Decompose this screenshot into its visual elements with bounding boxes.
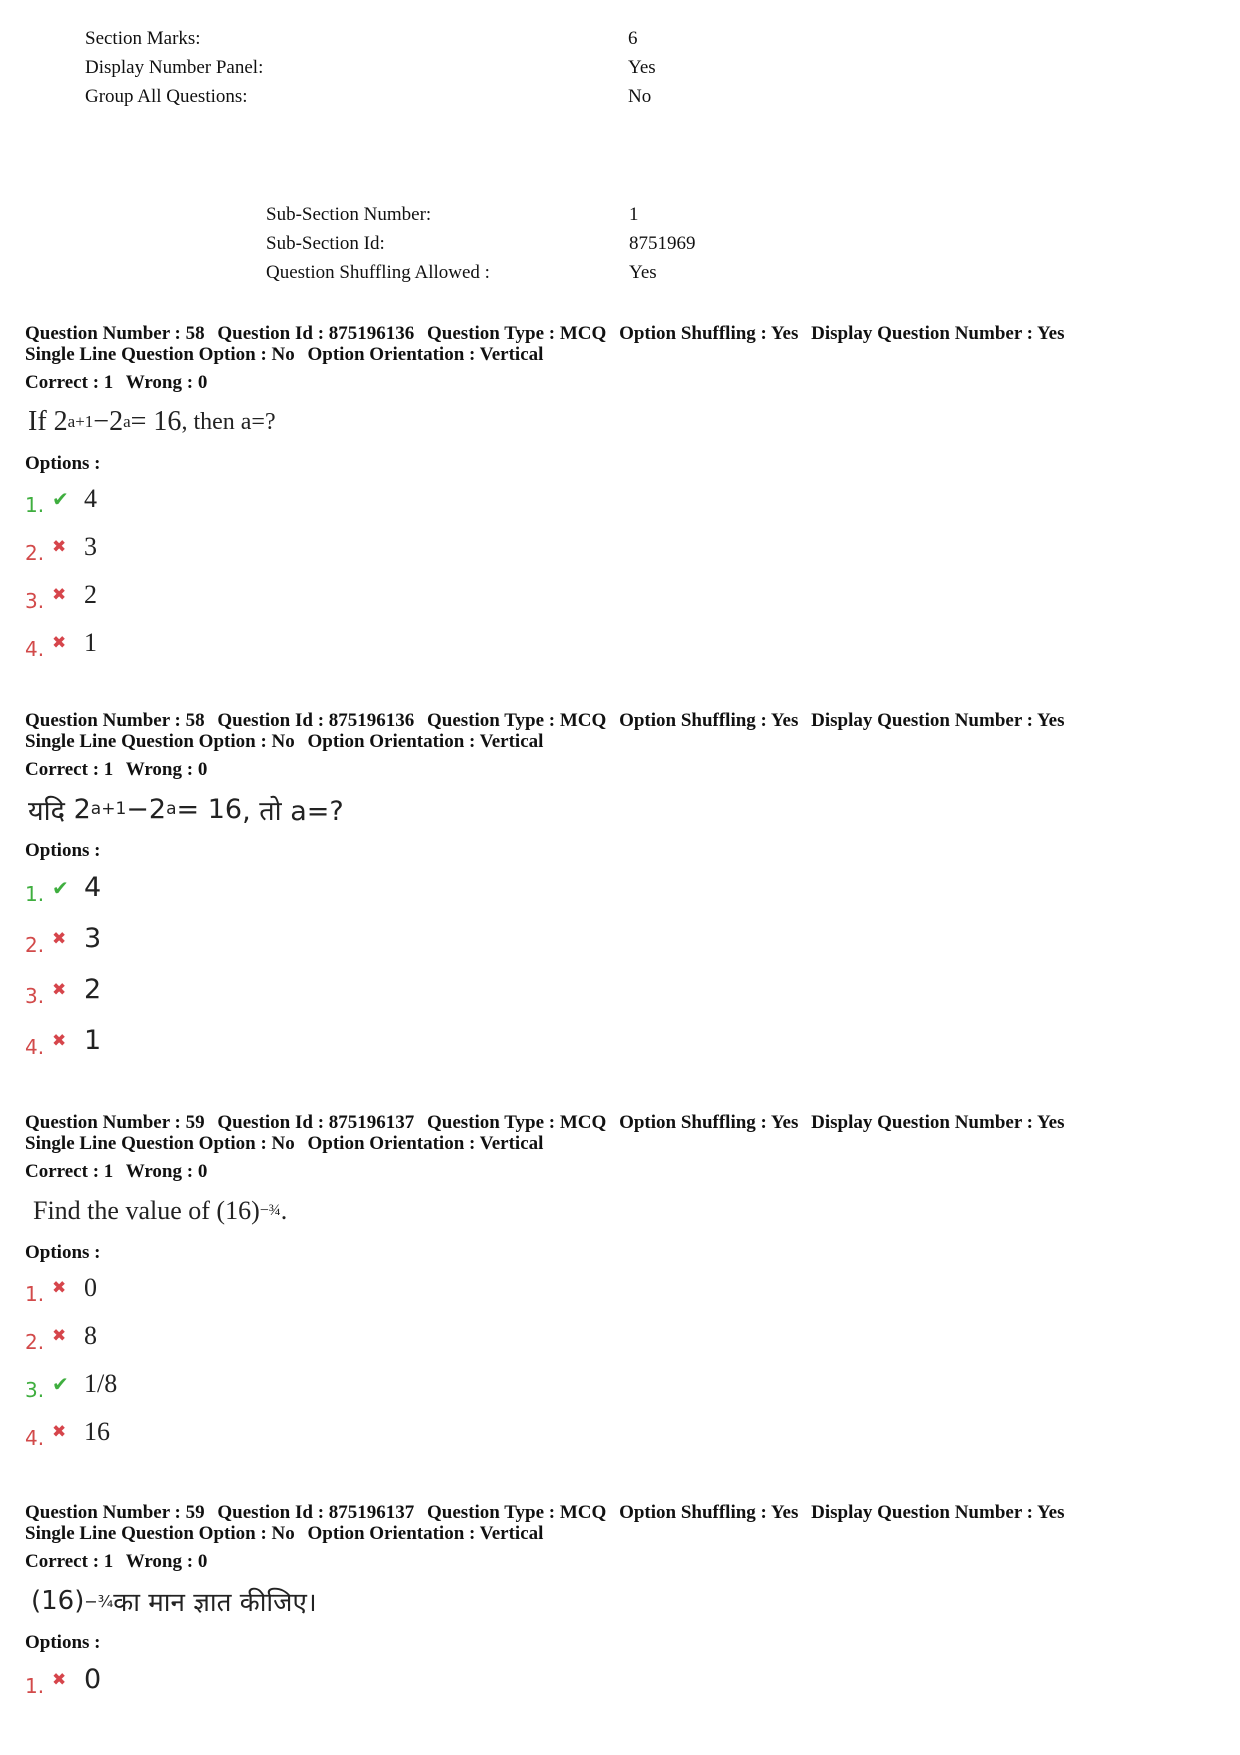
question-type: Question Type : MCQ — [427, 323, 607, 344]
option-number: 3. — [25, 983, 45, 1008]
option-number: 4. — [25, 1426, 45, 1450]
correct-marks: Correct : 1 — [25, 372, 114, 393]
cross-icon: ✖ — [52, 537, 67, 557]
option-value: 3 — [84, 923, 102, 954]
meta-label: Group All Questions: — [85, 86, 248, 107]
question-type: Question Type : MCQ — [427, 710, 607, 731]
question-prefix: Find the value of (16) — [33, 1196, 260, 1225]
option-row — [25, 523, 1215, 571]
question-score — [25, 372, 1215, 393]
equation-base: 2 — [73, 793, 91, 825]
question-prefix: If — [28, 406, 47, 437]
option-number: 3. — [25, 589, 45, 613]
question-score — [25, 759, 1215, 780]
display-question-number: Display Question Number : Yes — [811, 323, 1065, 344]
wrong-marks: Wrong : 0 — [125, 1161, 208, 1182]
meta-value: 6 — [628, 28, 638, 49]
meta-value: No — [628, 86, 652, 107]
question-block — [25, 1502, 1215, 1705]
option-row — [25, 1360, 1215, 1408]
wrong-marks: Wrong : 0 — [125, 1551, 208, 1572]
option-value: 0 — [84, 1664, 102, 1695]
equation-base: 2 — [53, 406, 68, 437]
question-type: Question Type : MCQ — [427, 1112, 607, 1133]
option-shuffling: Option Shuffling : Yes — [619, 1112, 799, 1133]
cross-icon: ✖ — [52, 1669, 67, 1690]
option-value: 1 — [84, 1025, 102, 1056]
equation-rest: = 16 — [176, 793, 243, 825]
question-suffix: , तो a=? — [242, 795, 344, 827]
question-header — [25, 1502, 1215, 1523]
check-icon: ✔ — [52, 487, 69, 511]
options-label: Options : — [25, 1242, 101, 1263]
option-orientation: Option Orientation : Vertical — [307, 344, 544, 365]
option-row — [25, 1312, 1215, 1360]
meta-label: Question Shuffling Allowed : — [266, 262, 490, 283]
option-row — [25, 475, 1215, 523]
option-row — [25, 1015, 1215, 1066]
option-row — [25, 964, 1215, 1015]
question-text — [25, 786, 1215, 832]
meta-label: Sub-Section Number: — [266, 204, 432, 225]
options-label: Options : — [25, 840, 101, 861]
option-value: 1 — [84, 628, 97, 657]
question-number: Question Number : 58 — [25, 323, 205, 344]
question-id: Question Id : 875196136 — [217, 323, 415, 344]
question-text — [25, 1188, 1215, 1234]
equation-rest: = 16 — [130, 406, 182, 437]
meta-value: 8751969 — [629, 233, 696, 254]
option-value: 3 — [84, 532, 97, 561]
question-suffix: का मान ज्ञात कीजिए। — [113, 1588, 317, 1618]
option-value: 4 — [84, 872, 102, 903]
meta-label: Sub-Section Id: — [266, 233, 385, 254]
option-row — [25, 619, 1215, 667]
wrong-marks: Wrong : 0 — [125, 759, 208, 780]
option-orientation: Option Orientation : Vertical — [307, 1523, 544, 1544]
question-id: Question Id : 875196137 — [217, 1112, 415, 1133]
equation-minus: − — [126, 793, 149, 825]
question-header-line2 — [25, 1523, 1215, 1544]
option-value: 8 — [84, 1321, 97, 1350]
question-score — [25, 1161, 1215, 1182]
display-question-number: Display Question Number : Yes — [811, 1502, 1065, 1523]
question-id: Question Id : 875196137 — [217, 1502, 415, 1523]
cross-icon: ✖ — [52, 1030, 67, 1051]
single-line-option: Single Line Question Option : No — [25, 731, 295, 752]
option-number: 2. — [25, 932, 45, 957]
cross-icon: ✖ — [52, 633, 67, 653]
option-number: 2. — [25, 541, 45, 565]
option-number: 4. — [25, 637, 45, 661]
question-header-line2 — [25, 1133, 1215, 1154]
display-question-number: Display Question Number : Yes — [811, 710, 1065, 731]
question-block — [25, 710, 1215, 1066]
meta-value: Yes — [628, 57, 656, 78]
meta-label: Display Number Panel: — [85, 57, 264, 78]
option-value: 0 — [84, 1273, 97, 1302]
option-value: 2 — [84, 974, 102, 1005]
question-number: Question Number : 59 — [25, 1502, 205, 1523]
cross-icon: ✖ — [52, 1422, 67, 1442]
question-number: Question Number : 58 — [25, 710, 205, 731]
meta-label: Section Marks: — [85, 28, 201, 49]
option-value: 1/8 — [84, 1369, 118, 1398]
option-row — [25, 862, 1215, 913]
options-label: Options : — [25, 453, 101, 474]
equation-minus: − — [93, 406, 110, 437]
correct-marks: Correct : 1 — [25, 759, 114, 780]
question-prefix: यदि — [28, 795, 65, 827]
question-block — [25, 323, 1215, 667]
single-line-option: Single Line Question Option : No — [25, 1523, 295, 1544]
cross-icon: ✖ — [52, 585, 67, 605]
question-score — [25, 1551, 1215, 1572]
correct-marks: Correct : 1 — [25, 1551, 114, 1572]
cross-icon: ✖ — [52, 1326, 67, 1346]
option-shuffling: Option Shuffling : Yes — [619, 1502, 799, 1523]
option-orientation: Option Orientation : Vertical — [307, 731, 544, 752]
option-row — [25, 913, 1215, 964]
check-icon: ✔ — [52, 875, 69, 900]
cross-icon: ✖ — [52, 979, 67, 1000]
check-icon: ✔ — [52, 1372, 69, 1396]
question-header — [25, 710, 1215, 731]
correct-marks: Correct : 1 — [25, 1161, 114, 1182]
cross-icon: ✖ — [52, 1278, 67, 1298]
option-number: 1. — [25, 1673, 45, 1698]
option-shuffling: Option Shuffling : Yes — [619, 323, 799, 344]
equation-exponent: a — [166, 799, 177, 819]
option-number: 4. — [25, 1034, 45, 1059]
option-shuffling: Option Shuffling : Yes — [619, 710, 799, 731]
single-line-option: Single Line Question Option : No — [25, 344, 295, 365]
equation-exponent: a — [123, 412, 131, 431]
option-value: 16 — [84, 1417, 110, 1446]
question-text — [25, 1578, 1215, 1624]
option-row — [25, 571, 1215, 619]
equation-exponent: −¾ — [259, 1202, 281, 1219]
option-number: 2. — [25, 1330, 45, 1354]
wrong-marks: Wrong : 0 — [125, 372, 208, 393]
meta-value: Yes — [629, 262, 657, 283]
cross-icon: ✖ — [52, 928, 67, 949]
question-header — [25, 1112, 1215, 1133]
meta-value: 1 — [629, 204, 639, 225]
option-value: 2 — [84, 580, 97, 609]
equation-base: 2 — [109, 406, 124, 437]
option-row — [25, 1654, 1215, 1705]
question-suffix: , then a=? — [181, 408, 276, 435]
question-header-line2 — [25, 344, 1215, 365]
single-line-option: Single Line Question Option : No — [25, 1133, 295, 1154]
option-orientation: Option Orientation : Vertical — [307, 1133, 544, 1154]
display-question-number: Display Question Number : Yes — [811, 1112, 1065, 1133]
question-number: Question Number : 59 — [25, 1112, 205, 1133]
option-number: 1. — [25, 881, 45, 906]
question-header-line2 — [25, 731, 1215, 752]
option-number: 1. — [25, 1282, 45, 1306]
question-header — [25, 323, 1215, 344]
option-value: 4 — [84, 484, 97, 513]
question-suffix: . — [280, 1196, 288, 1225]
equation-exponent: a+1 — [90, 799, 127, 819]
question-type: Question Type : MCQ — [427, 1502, 607, 1523]
option-number: 3. — [25, 1378, 45, 1402]
equation-exponent: a+1 — [67, 412, 94, 431]
question-prefix: (16) — [31, 1586, 85, 1616]
question-id: Question Id : 875196136 — [217, 710, 415, 731]
question-text — [25, 399, 1215, 445]
option-row — [25, 1408, 1215, 1456]
equation-base: 2 — [148, 793, 167, 825]
option-number: 1. — [25, 493, 45, 517]
equation-exponent: −¾ — [84, 1591, 114, 1611]
options-label: Options : — [25, 1632, 101, 1653]
option-row — [25, 1264, 1215, 1312]
question-block — [25, 1112, 1215, 1456]
